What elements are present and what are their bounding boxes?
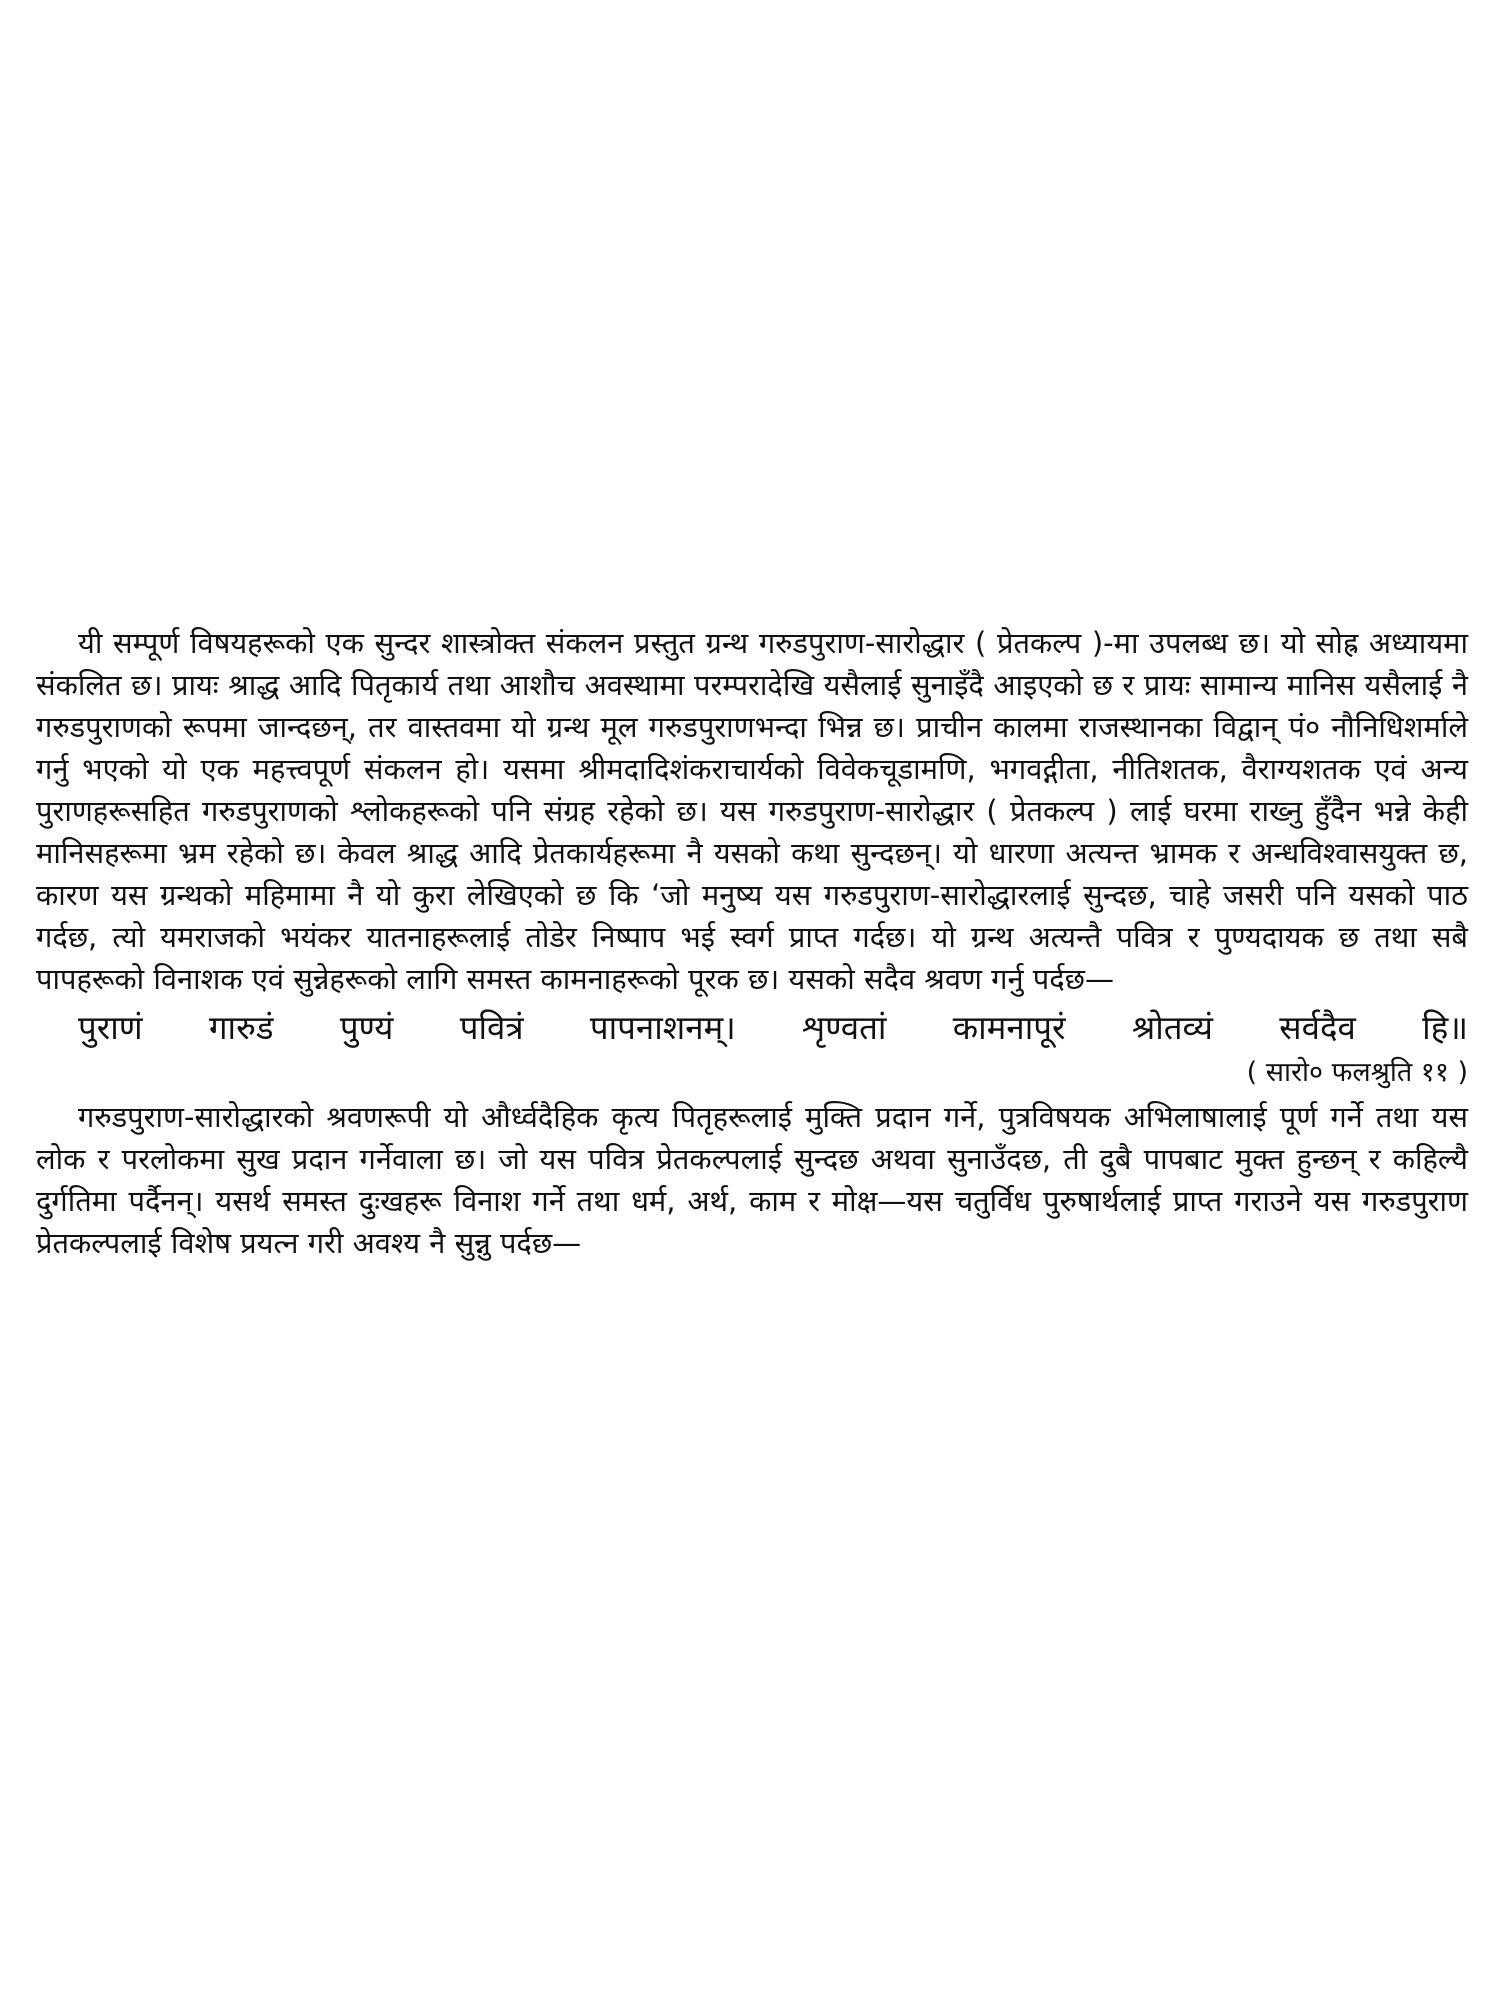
paragraph-intro: यी सम्पूर्ण विषयहरूको एक सुन्दर शास्त्रोक्त संकलन प्रस्तुत ग्रन्थ गरुडपुराण-सारोद्धार ( प्रेतकल्प )-मा उपलब्ध छ। यो सोह्र अध्यायमा संकलित छ। प्रायः श्राद्ध आदि पितृकार्य तथा आशौच अवस्थामा परम्परादेखि यसैलाई सुनाइँदै आइएको छ र प्रायः सामान्य मानिस यसैलाई नै गरुडपुराणको रूपमा जान्दछन्, तर वास्तवमा यो ग्रन्थ मूल गरुडपुराणभन्दा भिन्न छ। प्राचीन कालमा राजस्थानका विद्वान् पं० नौनिधिशर्माले गर्नु भएको यो एक महत्त्वपूर्ण संकलन हो। यसमा श्रीमदादिशंकराचार्यको विवेकचूडामणि, भगवद्गीता, नीतिशतक, वैराग्यशतक एवं अन्य पुराणहरूसहित गरुडपुराणको श्लोकहरूको पनि संग्रह रहेको छ। यस गरुडपुराण-सारोद्धार ( प्रेतकल्प ) लाई घरमा राख्नु हुँदैन भन्ने केही मानिसहरूमा भ्रम रहेको छ। केवल श्राद्ध आदि प्रेतकार्यहरूमा नै यसको कथा सुन्दछन्। यो धारणा अत्यन्त भ्रामक र अन्धविश्वासयुक्त छ, कारण यस ग्रन्थको महिमामा नै यो कुरा लेखिएको छ कि ‘जो मनुष्य यस गरुडपुराण-सारोद्धारलाई सुन्दछ, चाहे जसरी पनि यसको पाठ गर्दछ, त्यो यमराजको भयंकर यातनाहरूलाई तोडेर निष्पाप भई स्वर्ग प्राप्त गर्दछ। यो ग्रन्थ अत्यन्तै पवित्र र पुण्यदायक छ तथा सबै पापहरूको विनाशक एवं सुन्नेहरूको लागि समस्त कामनाहरूको पूरक छ। यसको सदैव श्रवण गर्नु पर्दछ— [36,626,1468,996]
paragraph-benefits: गरुडपुराण-सारोद्धारको श्रवणरूपी यो और्ध्वदैहिक कृत्य पितृहरूलाई मुक्ति प्रदान गर्ने, पुत्रविषयक अभिलाषालाई पूर्ण गर्ने तथा यस लोक र परलोकमा सुख प्रदान गर्नेवाला छ। जो यस पवित्र प्रेतकल्पलाई सुन्दछ अथवा सुनाउँदछ, ती दुबै पापबाट मुक्त हुन्छन् र कहिल्यै दुर्गतिमा पर्दैनन्। यसर्थ समस्त दुःखहरू विनाश गर्ने तथा धर्म, अर्थ, काम र मोक्ष—यस चतुर्विध पुरुषार्थलाई प्राप्त गराउने यस गरुडपुराण प्रेतकल्पलाई विशेष प्रयत्न गरी अवश्य नै सुन्नु पर्दछ— [36,1100,1468,1260]
sanskrit-verse: पुराणं गारुडं पुण्यं पवित्रं पापनाशनम्। शृण्वतां कामनापूरं श्रोतव्यं सर्वदैव हि॥ [78,1008,1468,1047]
verse-citation: ( सारो० फलश्रुति ११ ) [1246,1057,1468,1088]
body-text [36,622,1468,1264]
